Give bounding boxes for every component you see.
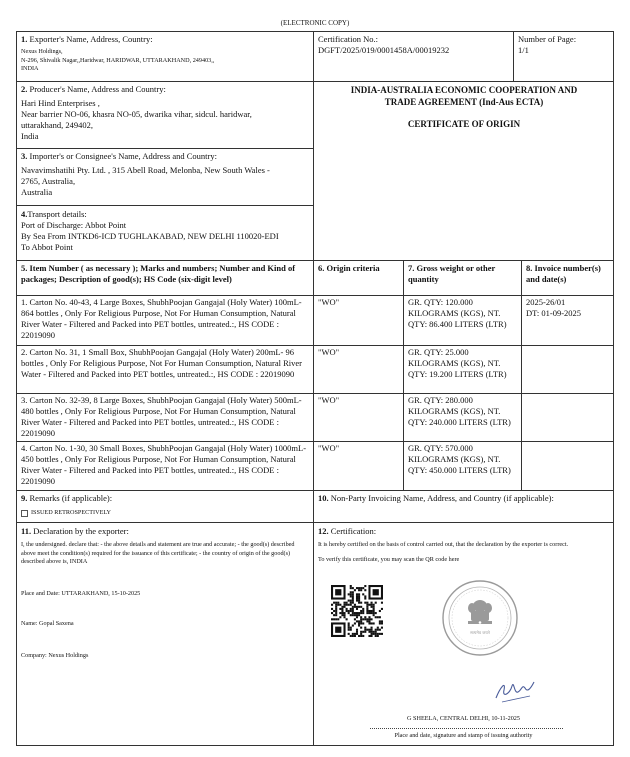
importer-heading: 3. Importer's or Consignee's Name, Address and Country: — [21, 151, 217, 161]
transport-box — [17, 206, 314, 261]
retrospective-row — [21, 509, 309, 518]
declaration-place-date: Place and Date: UTTARAKHAND, 15-10-2025 — [21, 589, 141, 597]
producer-line-3: uttarakhand, 249402, — [21, 120, 93, 130]
retrospective-label: ISSUED RETROSPECTIVELY — [31, 509, 111, 516]
exporter-line-3: INDIA — [21, 65, 39, 72]
item-quantity: GR. QTY: 570.000 KILOGRAMS (KGS), NT. QTY: 450.000 LITERS (LTR) — [408, 443, 511, 475]
number-of-page-box — [514, 32, 613, 82]
item-invoice-number: 2025-26/01 — [526, 297, 566, 307]
item-origin: "WO" — [318, 443, 340, 453]
item-row-description — [17, 442, 314, 491]
item-row-origin — [314, 346, 404, 394]
item-row-quantity — [404, 394, 522, 442]
col-header-weight — [404, 261, 522, 296]
certification-text: It is hereby certified on the basis of control carried out, that the declaration by the exporter is correct. — [318, 541, 569, 548]
verify-text: To verify this certificate, you may scan the QR code here — [318, 555, 460, 563]
remarks-heading: 9. Remarks (if applicable): — [21, 493, 113, 503]
col-header-items — [17, 261, 314, 296]
item-row-origin — [314, 296, 404, 346]
item-description: 1. Carton No. 40-43, 4 Large Boxes, ShubhPoojan Gangajal (Holy Water) 100mL- 864 bottles , Only For Religious Purpose, Not For Human Consumption, Natural River Water - Filtered and Packed into PET bottles, untreated.:, HS CODE : 22019090 — [21, 297, 302, 340]
agreement-title-line-1: INDIA-AUSTRALIA ECONOMIC COOPERATION AND — [350, 85, 578, 95]
col-header-weight-text: 7. Gross weight or other quantity — [408, 263, 496, 284]
col-header-origin — [314, 261, 404, 296]
transport-line-3: To Abbot Point — [21, 242, 73, 252]
item-row-invoice — [522, 442, 613, 491]
transport-line-1: Port of Discharge: Abbot Point — [21, 220, 127, 230]
signature-line — [370, 728, 563, 729]
non-party-heading: 10. Non-Party Invoicing Name, Address, and Country (if applicable): — [318, 493, 554, 503]
item-invoice-date: DT: 01-09-2025 — [526, 308, 582, 318]
item-row-quantity — [404, 296, 522, 346]
certificate-form — [16, 31, 614, 746]
number-of-page-label: Number of Page: — [518, 34, 577, 44]
item-quantity: GR. QTY: 120.000 KILOGRAMS (KGS), NT. QTY: 86.400 LITERS (LTR) — [408, 297, 507, 329]
producer-line-4: India — [21, 131, 39, 141]
signature-caption: Place and date, signature and stamp of issuing authority — [394, 732, 533, 739]
item-row-description — [17, 296, 314, 346]
certification-number-box — [314, 32, 514, 82]
agreement-title-line-2: TRADE AGREEMENT (Ind-Aus ECTA) — [384, 97, 544, 107]
transport-heading: 4.Transport details: — [21, 209, 87, 219]
declaration-heading: 11. Declaration by the exporter: — [21, 526, 129, 536]
declaration-text: I, the undersigned. declare that: - the above details and statement are true and accurate; - the good(s) described above meet the condition(s) required for the issuance of this certificate; - the country of origin of the good(s) described above is, INDIA — [21, 541, 295, 565]
item-row-description — [17, 394, 314, 442]
col-header-origin-text: 6. Origin criteria — [318, 263, 380, 273]
exporter-line-2: N-296, Shivalik Nagar,,Haridwar, HARIDWAR, UTTARAKHAND, 249403,, — [21, 56, 215, 64]
col-header-items-text: 5. Item Number ( as necessary ); Marks and numbers; Number and Kind of packages; Description of good(s); HS Code (six-digit level) — [21, 263, 296, 284]
transport-right-blank — [314, 206, 613, 261]
number-of-page-value: 1/1 — [518, 45, 529, 55]
item-row-quantity — [404, 442, 522, 491]
importer-line-3: Australia — [21, 187, 53, 197]
item-origin: "WO" — [318, 395, 340, 405]
electronic-copy-label: (ELECTRONIC COPY) — [280, 19, 350, 27]
importer-line-1: Navavimshatihi Pty. Ltd. , 315 Abell Road, Melonba, New South Wales - — [21, 165, 270, 175]
certification-number-label: Certification No.: — [318, 34, 378, 44]
declaration-name: Name: Gopal Saxena — [21, 620, 74, 627]
signature-mark — [492, 672, 537, 707]
item-description: 4. Carton No. 1-30, 30 Small Boxes, ShubhPoojan Gangajal (Holy Water) 1000mL- 450 bottles , Only For Religious Purpose, Not For Human Consumption, Natural River Water - Filtered and Packed into PET bottles, untreated.:, HS CODE : 22019090 — [21, 443, 307, 486]
col-header-invoice — [522, 261, 613, 296]
item-description: 3. Carton No. 32-39, 8 Large Boxes, ShubhPoojan Gangajal (Holy Water) 500mL- 480 bottles , Only For Religious Purpose, Not For Human Consumption, Natural River Water - Filtered and Packed into PET bottles, untreated.:, HS CODE : 22019090 — [21, 395, 302, 438]
item-description: 2. Carton No. 31, 1 Small Box, ShubhPoojan Gangajal (Holy Water) 200mL- 96 bottles , Only For Religious Purpose, Not For Human Consumption, Natural River Water - Filtered and Packed into PET bottles, untreated.:, HS CODE : 22019090 — [21, 347, 302, 379]
declaration-company: Company: Nexus Holdings — [21, 651, 89, 659]
item-row-quantity — [404, 346, 522, 394]
certificate-of-origin-title: CERTIFICATE OF ORIGIN — [407, 119, 521, 129]
producer-heading: 2. Producer's Name, Address and Country: — [21, 84, 166, 94]
exporter-heading: 1. Exporter's Name, Address, Country: — [21, 34, 153, 44]
producer-line-1: Hari Hind Enterprises , — [21, 98, 100, 108]
exporter-box — [17, 32, 314, 82]
certification-number-value: DGFT/2025/019/0001458A/00019232 — [318, 45, 450, 55]
producer-box — [17, 82, 314, 149]
item-quantity: GR. QTY: 25.000 KILOGRAMS (KGS), NT. QTY: 19.200 LITERS (LTR) — [408, 347, 507, 379]
certifying-officer: G SHEELA, CENTRAL DELHI, 10-11-2025 — [407, 715, 520, 722]
item-origin: "WO" — [318, 297, 340, 307]
non-party-invoicing-box — [314, 491, 613, 523]
seal-motto: सत्यमेव जयते — [470, 630, 490, 635]
certification-heading: 12. Certification: — [318, 526, 377, 536]
remarks-box — [17, 491, 314, 523]
agreement-title-area — [315, 82, 613, 142]
item-row-origin — [314, 394, 404, 442]
importer-line-2: 2765, Australia, — [21, 176, 76, 186]
exporter-line-1: Nexus Holdings, — [21, 48, 63, 55]
item-row-invoice — [522, 346, 613, 394]
item-row-invoice — [522, 296, 613, 346]
item-row-description — [17, 346, 314, 394]
col-header-invoice-text: 8. Invoice number(s) and date(s) — [526, 263, 601, 284]
producer-line-2: Near barrier NO-06, khasra NO-05, dwarika vihar, sidcul. haridwar, — [21, 109, 252, 119]
exporter-declaration-box — [17, 523, 314, 745]
qr-code-icon[interactable] — [331, 585, 383, 637]
transport-line-2: By Sea From INTKD6-ICD TUGHLAKABAD, NEW DELHI 110020-EDI — [21, 231, 279, 241]
retrospective-checkbox[interactable] — [21, 510, 28, 517]
government-seal-icon — [440, 578, 520, 658]
importer-box — [17, 149, 314, 206]
item-origin: "WO" — [318, 347, 340, 357]
item-row-invoice — [522, 394, 613, 442]
item-row-origin — [314, 442, 404, 491]
item-quantity: GR. QTY: 280.000 KILOGRAMS (KGS), NT. QTY: 240.000 LITERS (LTR) — [408, 395, 511, 427]
